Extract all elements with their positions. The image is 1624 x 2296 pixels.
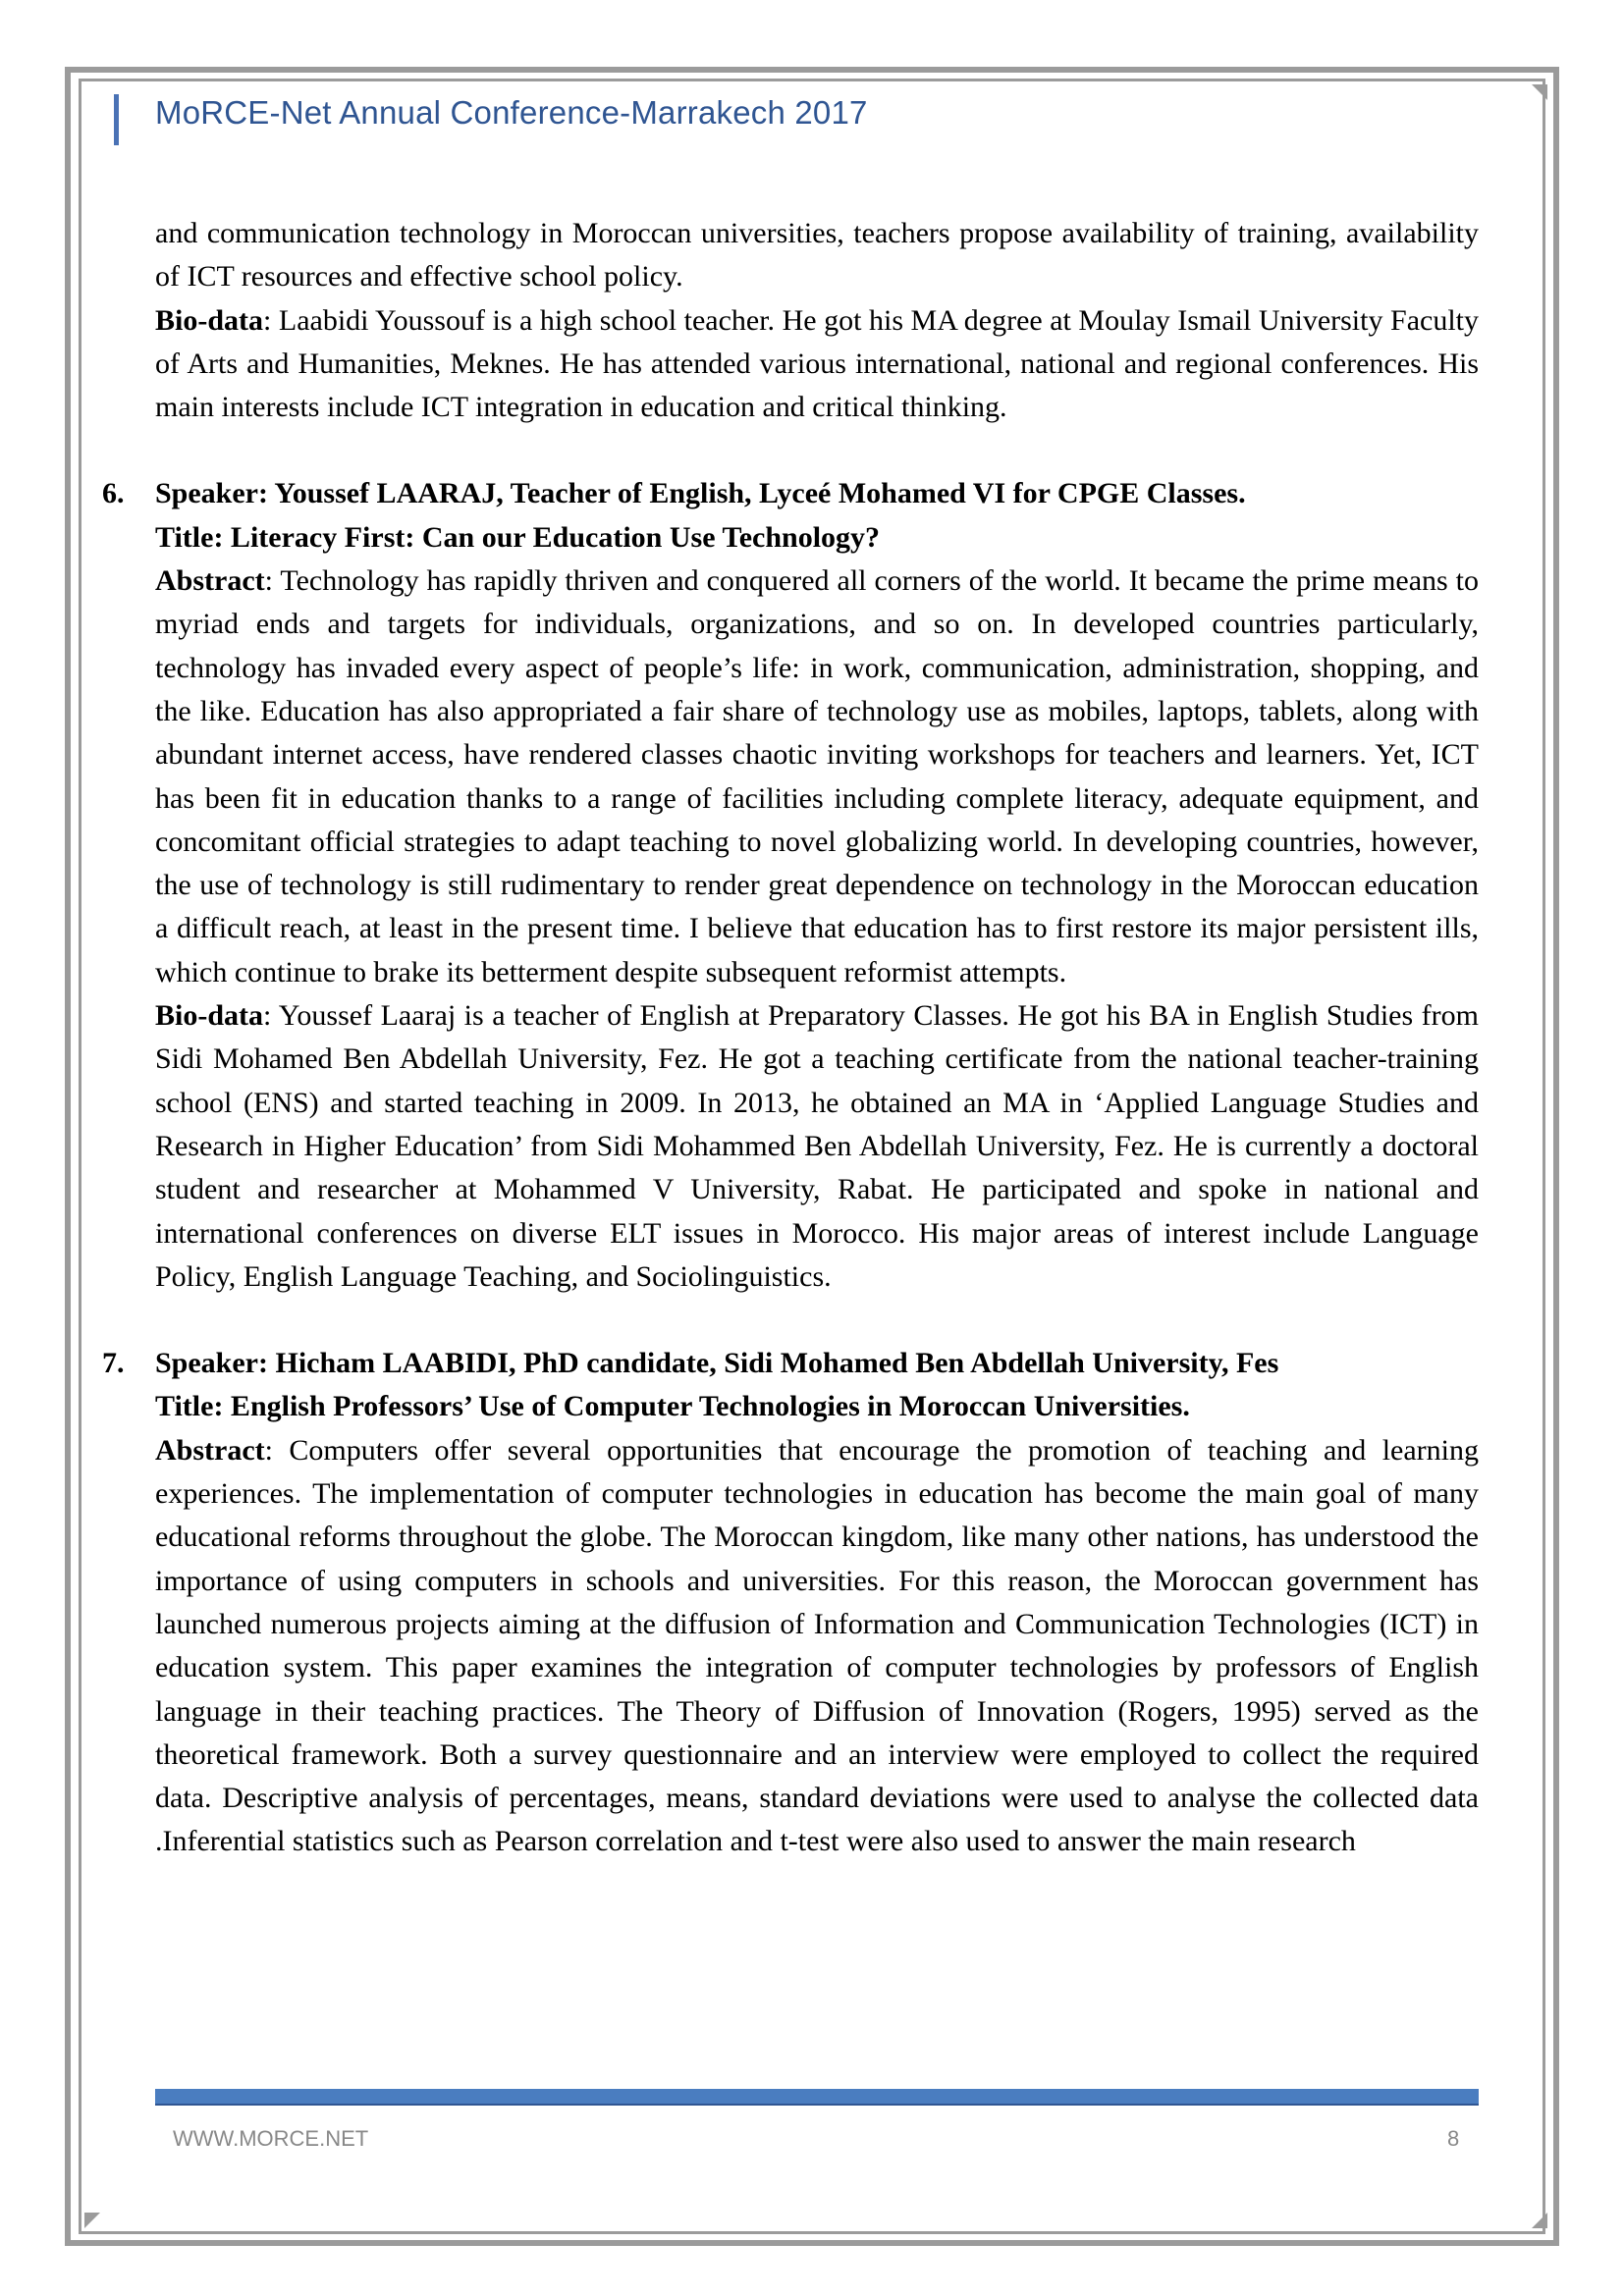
- speaker-line: Speaker: Youssef LAARAJ, Teacher of English, Lyceé Mohamed VI for CPGE Classes.: [155, 477, 1246, 510]
- abstract-label: Abstract: [155, 1433, 265, 1467]
- header-title: MoRCE-Net Annual Conference-Marrakech 2017: [155, 94, 868, 131]
- corner-ornament-top-right: [1532, 84, 1547, 100]
- page-number: 8: [1447, 2126, 1460, 2151]
- corner-ornament-bottom-left: [84, 2213, 100, 2228]
- entry-number: 6.: [102, 477, 125, 510]
- speaker-line: Speaker: Hicham LAABIDI, PhD candidate, Sidi Mohamed Ben Abdellah University, Fes: [155, 1347, 1279, 1380]
- talk-title: Title: English Professors’ Use of Computer Technologies in Moroccan Universities.: [155, 1390, 1190, 1423]
- abstract-text: : Technology has rapidly thriven and conquered all corners of the world. It became the prime means to myriad ends and targets for individuals, organizations, and so on. In developed countries particularly, technology has invaded every aspect of people’s life: in work, communication, administration, shopping, and the like. Education has also appropriated a fair share of technology use as mobiles, laptops, tablets, along with abundant internet access, have rendered classes chaotic inviting workshops for teachers and learners. Yet, ICT has been fit in education thanks to a range of facilities including complete literacy, adequate equipment, and concomitant official strategies to adapt teaching to novel globalizing world. In developing countries, however, the use of technology is still rudimentary to render great dependence on technology in the Moroccan education a difficult reach, at least in the present time. I believe that education has to first restore its major persistent ills, which continue to brake its betterment despite subsequent reformist attempts.: [155, 564, 1479, 988]
- bio-label: Bio-data: [155, 303, 264, 337]
- header-accent-bar: [114, 94, 119, 145]
- abstract-paragraph: [155, 1429, 1479, 1864]
- bio-text: : Laabidi Youssouf is a high school teacher. He got his MA degree at Moulay Ismail University Faculty of Arts and Humanities, Meknes. He has attended various international, national and regional conferences. His main interests include ICT integration in education and critical thinking.: [155, 303, 1479, 424]
- abstract-paragraph: [155, 560, 1479, 994]
- continuation-bio: [155, 299, 1479, 430]
- entry-number: 7.: [102, 1347, 125, 1380]
- talk-title: Title: Literacy First: Can our Education Use Technology?: [155, 520, 881, 554]
- footer-rule: [155, 2089, 1479, 2104]
- footer-rule-thin: [155, 2104, 1479, 2106]
- bio-paragraph: [155, 994, 1479, 1299]
- corner-ornament-bottom-right: [1532, 2213, 1547, 2228]
- bio-label: Bio-data: [155, 999, 264, 1033]
- abstract-label: Abstract: [155, 564, 265, 598]
- page-content: [102, 212, 1479, 1864]
- abstract-text: : Computers offer several opportunities that encourage the promotion of teaching and learning experiences. The implementation of computer technologies in education has become the main goal of many educational reforms throughout the globe. The Moroccan kingdom, like many other nations, has understood the importance of using computers in schools and universities. For this reason, the Moroccan government has launched numerous projects aiming at the diffusion of Information and Communication Technologies (ICT) in education system. This paper examines the integration of computer technologies by professors of English language in their teaching practices. The Theory of Diffusion of Innovation (Rogers, 1995) served as the theoretical framework. Both a survey questionnaire and an interview were employed to collect the required data. Descriptive analysis of percentages, means, standard deviations were used to analyse the collected data .Inferential statistics such as Pearson correlation and t-test were also used to answer the main research: [155, 1433, 1479, 1858]
- footer-url: WWW.MORCE.NET: [173, 2126, 369, 2151]
- speaker-entry-6: [102, 472, 1479, 1299]
- bio-text: : Youssef Laaraj is a teacher of English at Preparatory Classes. He got his BA in English Studies from Sidi Mohamed Ben Abdellah University, Fez. He got a teaching certificate from the national teacher-training school (ENS) and started teaching in 2009. In 2013, he obtained an MA in ‘Applied Language Studies and Research in Higher Education’ from Sidi Mohammed Ben Abdellah University, Fez. He is currently a doctoral student and researcher at Mohammed V University, Rabat. He participated and spoke in national and international conferences on diverse ELT issues in Morocco. His major areas of interest include Language Policy, English Language Teaching, and Sociolinguistics.: [155, 999, 1479, 1293]
- continuation-paragraph: and communication technology in Moroccan universities, teachers propose availability of training, availability of ICT resources and effective school policy.: [155, 217, 1479, 294]
- speaker-entry-7: [102, 1342, 1479, 1864]
